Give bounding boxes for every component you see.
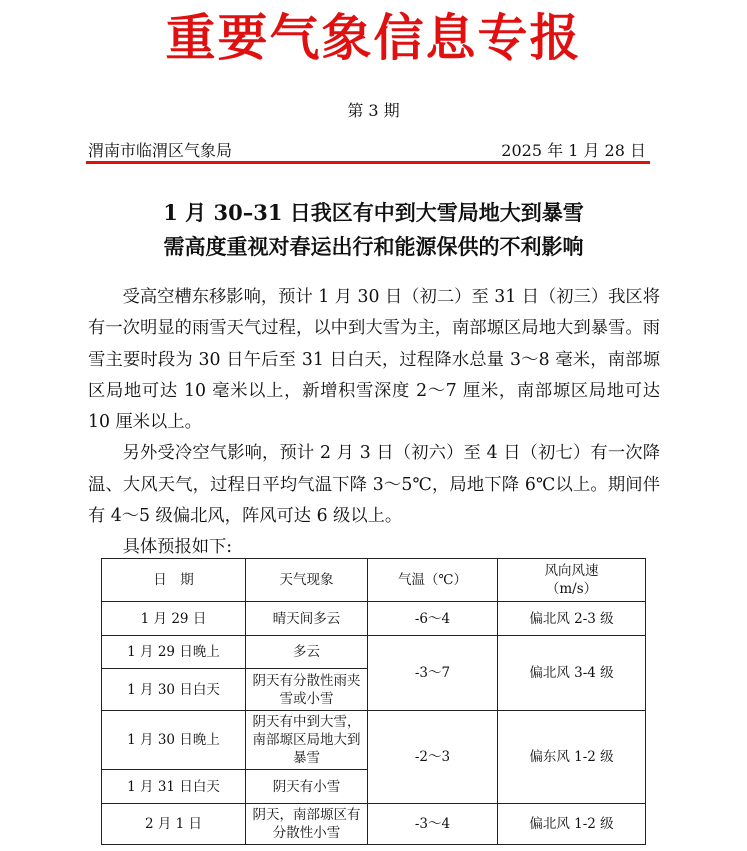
header-weather: 天气现象 [246, 559, 368, 602]
table-header-row [102, 559, 646, 602]
headline-line-2: 需高度重视对春运出行和能源保供的不利影响 [163, 234, 584, 259]
cell-temp: -3～7 [368, 636, 498, 711]
table-row [102, 804, 646, 845]
red-divider [86, 161, 650, 164]
headline-line-1: 1 月 30–31 日我区有中到大雪局地大到暴雪 [163, 200, 584, 225]
cell-weather: 阴天有小雪 [246, 770, 368, 804]
cell-date: 1 月 30 日白天 [102, 669, 246, 711]
header-temp: 气温（℃） [368, 559, 498, 602]
cell-weather: 阴天，南部塬区有分散性小雪 [246, 804, 368, 845]
cell-date: 2 月 1 日 [102, 804, 246, 845]
paragraph: 另外受冷空气影响，预计 2 月 3 日（初六）至 4 日（初七）有一次降温、大风天气，过程日平均气温下降 3～5℃，局地下降 6℃以上。期间伴有 4～5 级偏北风，阵风可达 6 级以上。 [88, 443, 660, 527]
cell-date: 1 月 29 日 [102, 602, 246, 636]
table-row [102, 711, 646, 770]
bulletin-masthead: 重要气象信息专报 [165, 8, 582, 67]
cell-weather: 晴天间多云 [246, 602, 368, 636]
cell-temp: -3～4 [368, 804, 498, 845]
cell-date: 1 月 31 日白天 [102, 770, 246, 804]
header-wind [498, 559, 646, 602]
table-row [102, 636, 646, 669]
paragraph: 受高空槽东移影响，预计 1 月 30 日（初二）至 31 日（初三）我区将有一次明显的雨雪天气过程，以中到大雪为主，南部塬区局地大到暴雪。雨雪主要时段为 30 日午后至 31 日白天，过程降水总量 3～8 毫米，南部塬区局地可达 10 毫米以上，新增积雪深度 2～7 厘米，南部塬区局地可达 10 厘米以上。 [88, 287, 660, 433]
cell-temp: -2～3 [368, 711, 498, 804]
cell-weather: 多云 [246, 636, 368, 669]
cell-weather: 阴天有中到大雪，南部塬区局地大到暴雪 [246, 711, 368, 770]
header-date: 日 期 [102, 559, 246, 602]
body-text [88, 282, 660, 564]
cell-temp: -6～4 [368, 602, 498, 636]
cell-wind: 偏北风 2-3 级 [498, 602, 646, 636]
headline [0, 196, 747, 264]
issuer-name: 渭南市临渭区气象局 [88, 141, 233, 160]
cell-wind: 偏东风 1-2 级 [498, 711, 646, 804]
cell-weather: 阴天有分散性雨夹雪或小雪 [246, 669, 368, 711]
header-wind-label: 风向风速 [544, 563, 599, 579]
cell-date: 1 月 29 日晚上 [102, 636, 246, 669]
issue-number: 第 3 期 [347, 101, 400, 120]
issue-date: 2025 年 1 月 28 日 [501, 141, 646, 160]
cell-wind: 偏北风 3-4 级 [498, 636, 646, 711]
forecast-table [101, 558, 646, 845]
cell-wind: 偏北风 1-2 级 [498, 804, 646, 845]
issuer-row [88, 138, 646, 161]
header-wind-unit: （m/s） [545, 581, 598, 597]
paragraph: 具体预报如下: [122, 537, 233, 558]
table-row [102, 602, 646, 636]
cell-date: 1 月 30 日晚上 [102, 711, 246, 770]
